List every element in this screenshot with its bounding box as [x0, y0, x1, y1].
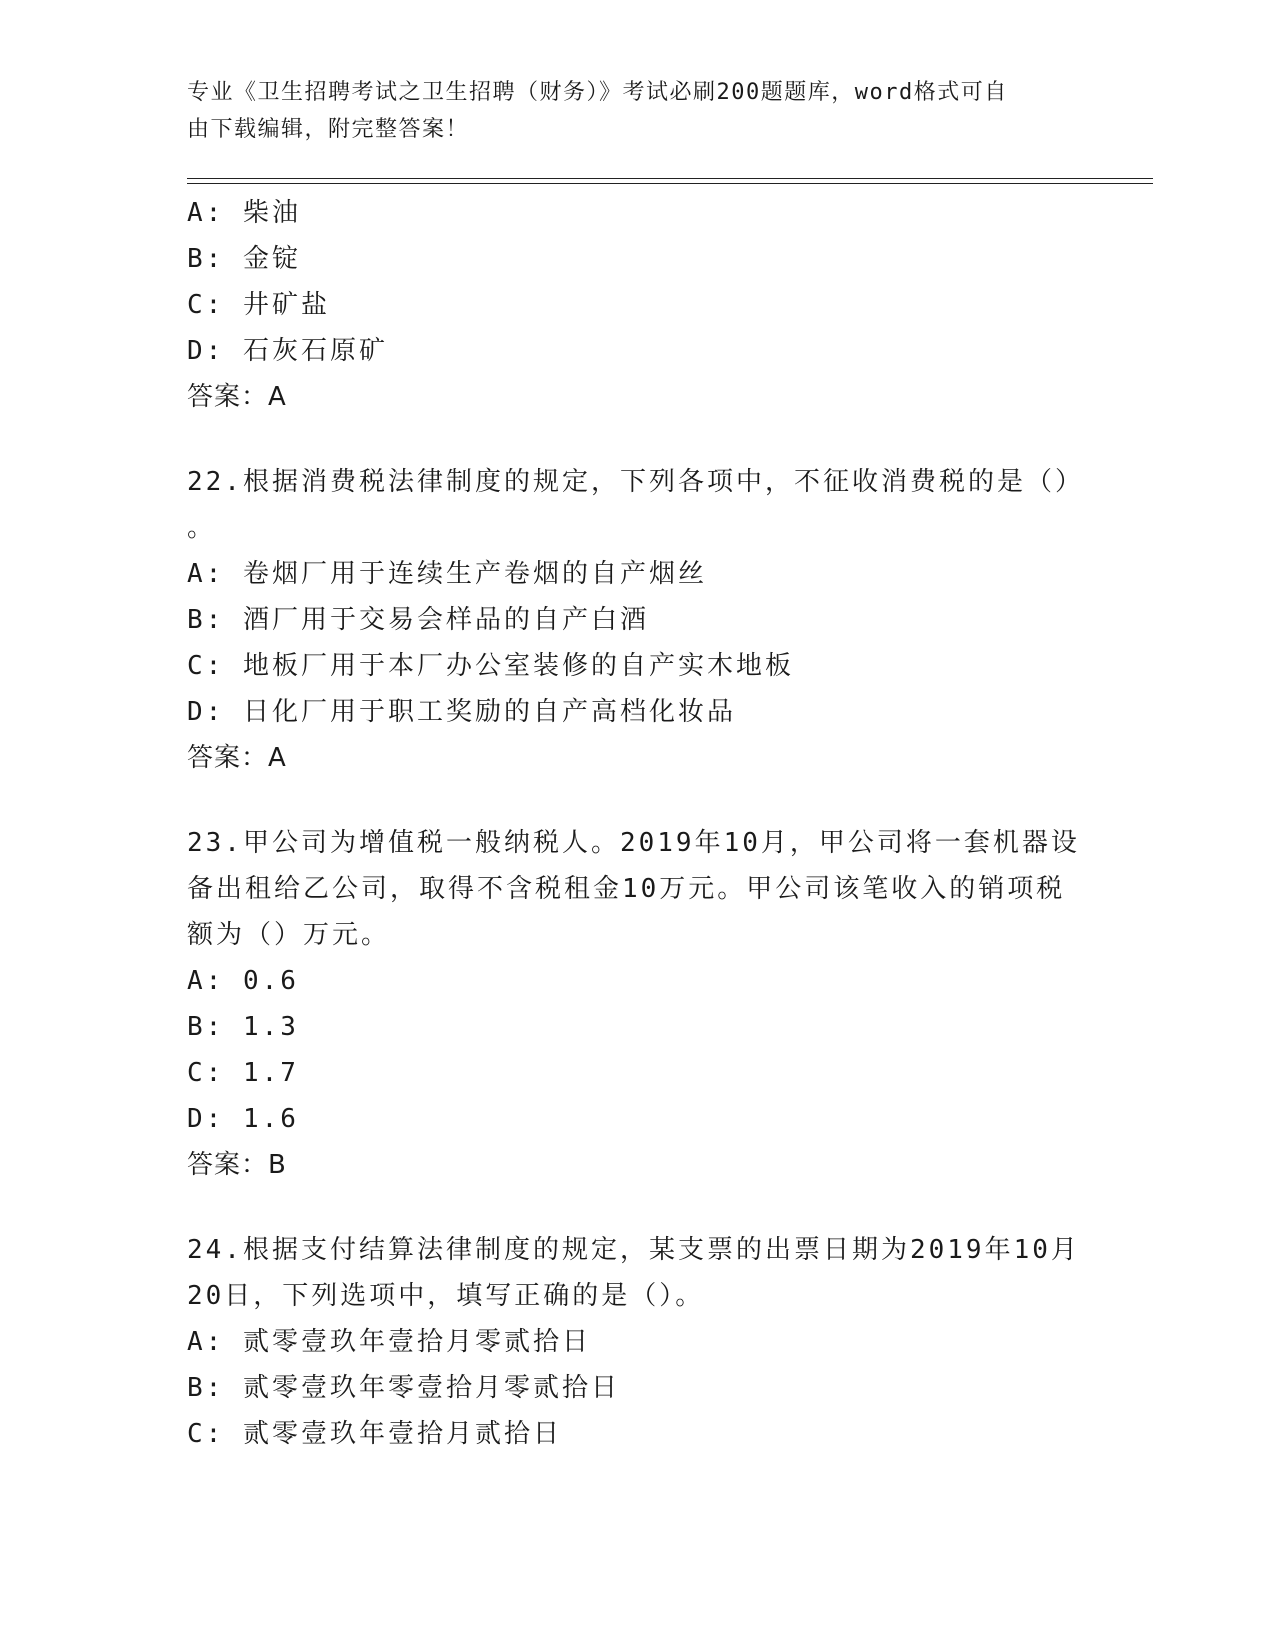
option-d: D: 1.6 [187, 1104, 299, 1134]
answer: 答案：B [187, 1150, 287, 1180]
option-b: B: 贰零壹玖年零壹拾月零贰拾日 [187, 1373, 620, 1403]
option-b: B: 金锭 [187, 244, 301, 274]
option-a: A: 0.6 [187, 966, 299, 996]
option-b: B: 酒厂用于交易会样品的自产白酒 [187, 605, 649, 635]
header-line-2: 由下载编辑，附完整答案！ [187, 117, 470, 142]
question-22 [187, 459, 1087, 781]
spacer [187, 781, 1087, 820]
question-text-line: 。 [187, 513, 217, 543]
spacer [187, 420, 1087, 459]
option-a: A: 贰零壹玖年壹拾月零贰拾日 [187, 1327, 591, 1357]
header-rule-top [187, 178, 1153, 179]
answer: 答案：A [187, 382, 287, 412]
option-d: D: 石灰石原矿 [187, 336, 388, 366]
header-rule-bottom [187, 183, 1153, 184]
option-c: C: 1.7 [187, 1058, 299, 1088]
option-c: C: 贰零壹玖年壹拾月贰拾日 [187, 1419, 562, 1449]
question-text-line: 23.甲公司为增值税一般纳税人。2019年10月，甲公司将一套机器设 [187, 828, 1080, 858]
header-line-1: 专业《卫生招聘考试之卫生招聘（财务）》考试必刷200题题库，word格式可自 [187, 80, 1008, 105]
question-24 [187, 1227, 1087, 1457]
question-text-line: 20日，下列选项中，填写正确的是（）。 [187, 1281, 705, 1311]
question-text-line: 22.根据消费税法律制度的规定，下列各项中，不征收消费税的是（） [187, 467, 1084, 497]
question-text-line: 额为（）万元。 [187, 920, 391, 950]
question-21 [187, 190, 1087, 420]
option-b: B: 1.3 [187, 1012, 299, 1042]
option-c: C: 地板厂用于本厂办公室装修的自产实木地板 [187, 651, 794, 681]
question-text-line: 备出租给乙公司，取得不含税租金10万元。甲公司该笔收入的销项税 [187, 874, 1066, 904]
option-c: C: 井矿盐 [187, 290, 330, 320]
question-23 [187, 820, 1087, 1188]
answer: 答案：A [187, 743, 287, 773]
question-text-line: 24.根据支付结算法律制度的规定，某支票的出票日期为2019年10月 [187, 1235, 1080, 1265]
spacer [187, 1188, 1087, 1227]
question-list [187, 190, 1087, 1457]
option-d: D: 日化厂用于职工奖励的自产高档化妆品 [187, 697, 736, 727]
option-a: A: 卷烟厂用于连续生产卷烟的自产烟丝 [187, 559, 707, 589]
option-a: A: 柴油 [187, 198, 301, 228]
document-header [187, 74, 1067, 148]
